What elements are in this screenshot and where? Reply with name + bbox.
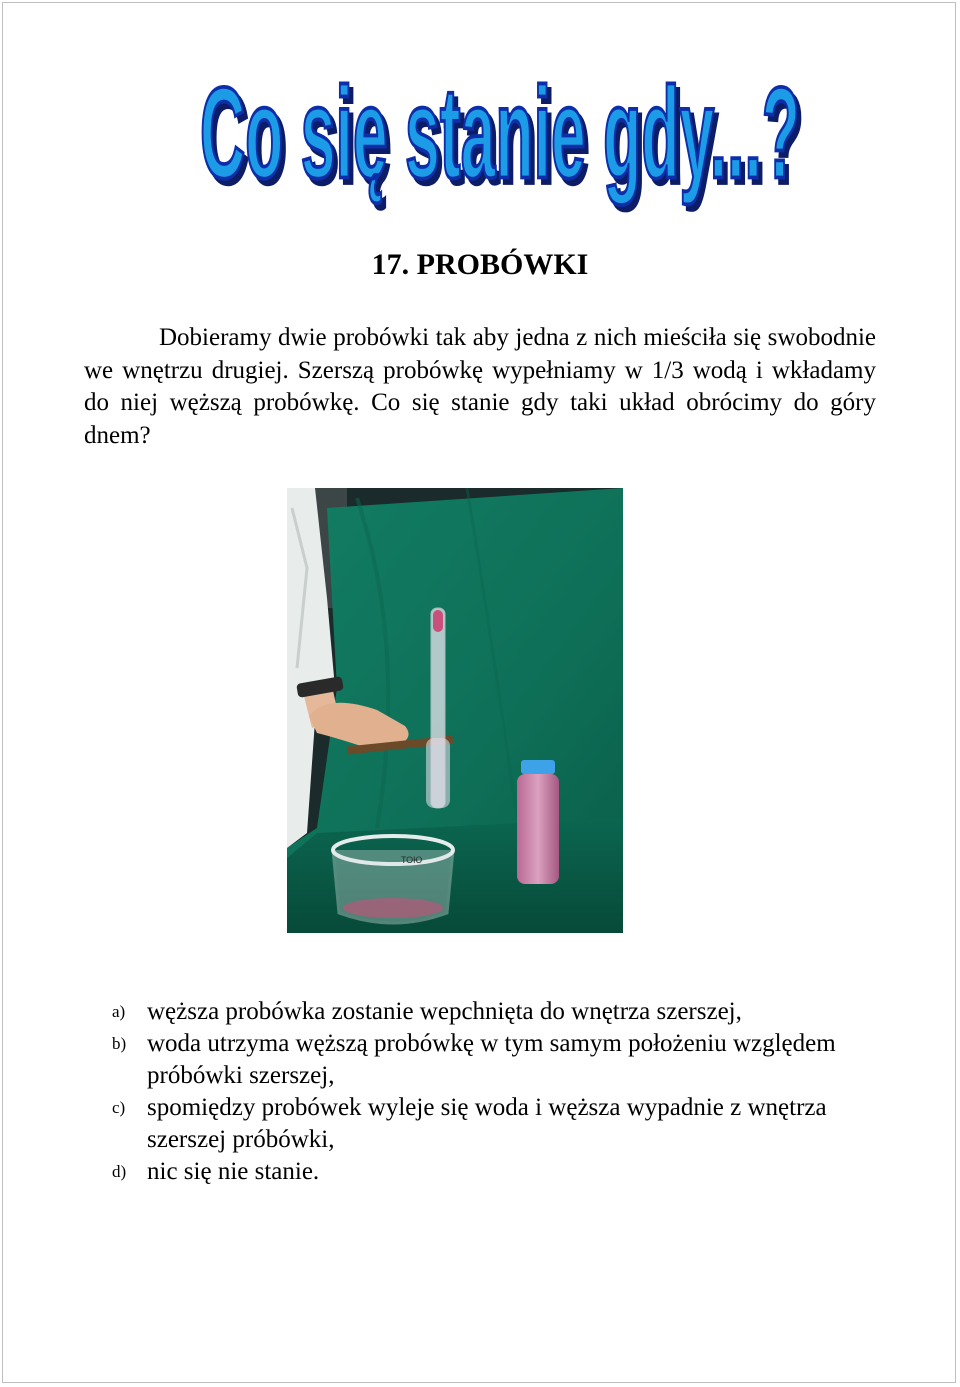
exercise-title: PROBÓWKI: [416, 248, 589, 281]
answer-text: nic się nie stanie.: [147, 1158, 320, 1185]
answer-text: węższa probówka zostanie wepchnięta do wnętrza szerszej,: [147, 998, 742, 1025]
exercise-heading: [0, 248, 960, 282]
banner-title: Co się stanie gdy...?: [200, 61, 800, 206]
answer-letter: a): [112, 1002, 126, 1021]
experiment-photo: [287, 488, 623, 933]
answer-option: [112, 1028, 852, 1092]
intro-paragraph: Dobieramy dwie probówki tak aby jedna z nich mieściła się swobodnie we wnętrzu drugiej. Szerszą probówkę wypełniamy w 1/3 wodą i wkładamy do niej węższą probówkę. Co się stanie gdy taki układ obrócimy do góry dnem?: [84, 324, 876, 449]
answer-letter: b): [112, 1034, 127, 1053]
wordart-banner: [180, 40, 820, 225]
answer-text: woda utrzyma węższą probówkę w tym samym położeniu względem próbówki szerszej,: [147, 1030, 836, 1089]
answer-option: [112, 1092, 852, 1156]
answer-text: spomiędzy probówek wyleje się woda i węższa wypadnie z wnętrza szerszej próbówki,: [147, 1094, 827, 1153]
answer-option: [112, 996, 852, 1028]
answer-list: [112, 996, 852, 1188]
answer-option: [112, 1156, 852, 1188]
answer-letter: c): [112, 1098, 126, 1117]
dish-label: ТОЮ: [401, 855, 423, 865]
exercise-number: 17.: [371, 248, 410, 281]
answer-letter: d): [112, 1162, 127, 1181]
